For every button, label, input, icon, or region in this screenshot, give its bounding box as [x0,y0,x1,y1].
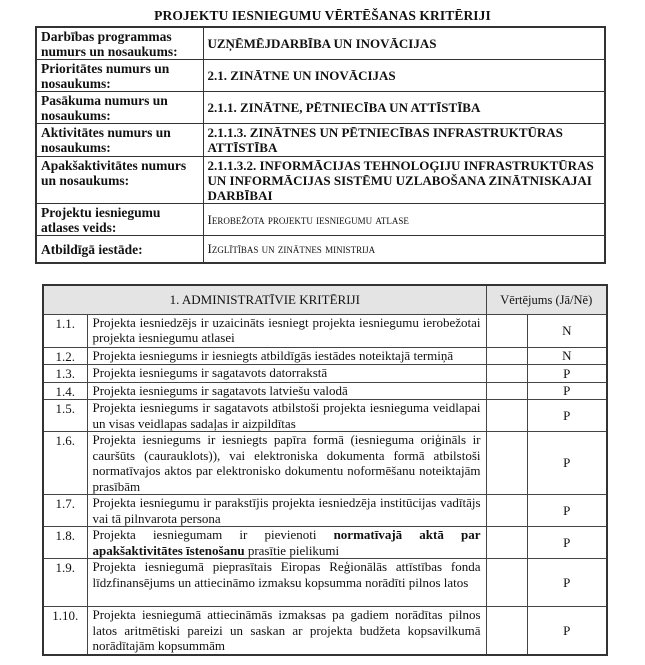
criterion-text: Projekta iesniegums ir sagatavots latviešu valodā [87,382,486,400]
info-value: 2.1.1.3.2. INFORMĀCIJAS TEHNOLOĢIJU INFRASTRUKTŪRAS UN INFORMĀCIJAS SISTĒMU UZLABOŠANA ZINĀTNISKAJAI DARBĪBAI [203,157,605,204]
criterion-score: P [527,527,607,559]
criterion-text-bold-part: normatīvajā aktā par apakšaktivitātes īstenošanu [92,527,481,558]
criterion-text: Projekta iesniegumā attiecināmās izmaksas pa gadiem norādītas pilnos latos aritmētiski pareizi un saskan ar projekta budžeta kopsavilkumā norādītajām kopsummām [87,607,486,655]
criteria-row [43,365,607,383]
criterion-empty-cell [486,495,527,527]
criterion-empty-cell [486,365,527,383]
criterion-number: 1.7. [43,495,87,527]
info-row-measure [36,92,605,124]
criterion-text: Projekta iesniegums ir iesniegts atbildīgās iestādes noteiktajā termiņā [87,347,486,365]
score-column-header: Vērtējums (Jā/Nē) [486,285,607,314]
criterion-empty-cell [486,432,527,495]
info-value: 2.1. ZINĀTNE UN INOVĀCIJAS [203,60,605,92]
criterion-score: P [527,559,607,607]
criteria-row [43,347,607,365]
criterion-score: P [527,365,607,383]
criterion-empty-cell [486,382,527,400]
criterion-empty-cell [486,347,527,365]
criterion-score: P [527,382,607,400]
info-row-subactivity [36,157,605,204]
info-value: UZŅĒMĒJDARBĪBA UN INOVĀCIJAS [203,27,605,60]
section-title: 1. ADMINISTRATĪVIE KRITĒRIJI [43,285,486,314]
criterion-number: 1.1. [43,314,87,347]
info-value: 2.1.1. ZINĀTNE, PĒTNIECĪBA UN ATTĪSTĪBA [203,92,605,124]
criterion-text: Projekta iesniegums ir sagatavots datorrakstā [87,365,486,383]
criterion-score: N [527,314,607,347]
criterion-score: P [527,495,607,527]
info-value: Ierobežota projektu iesniegumu atlase [203,204,605,236]
criterion-number: 1.4. [43,382,87,400]
criterion-score: P [527,432,607,495]
info-label: Pasākuma numurs un nosaukums: [36,92,203,124]
criterion-empty-cell [486,607,527,655]
info-label: Aktivitātes numurs un nosaukums: [36,124,203,157]
criterion-empty-cell [486,527,527,559]
criteria-table [42,284,608,656]
criterion-empty-cell [486,314,527,347]
criterion-empty-cell [486,559,527,607]
info-label: Darbības programmas numurs un nosaukums: [36,27,203,60]
criteria-row [43,527,607,559]
criterion-score: P [527,400,607,432]
criterion-score: P [527,607,607,655]
criterion-number: 1.6. [43,432,87,495]
criterion-text: Projekta iesniegumā pieprasītais Eiropas Reģionālās attīstības fonda līdzfinansējums un attiecināmo izmaksu kopsumma norādīti pilnos latos [87,559,486,607]
criterion-number: 1.3. [43,365,87,383]
criterion-text: Projekta iesniegums ir sagatavots atbilstoši projekta iesnieguma veidlapai un visas veidlapas sadaļas ir aizpildītas [87,400,486,432]
criterion-empty-cell [486,400,527,432]
info-label: Apakšaktivitātes numurs un nosaukums: [36,157,203,204]
criterion-score: N [527,347,607,365]
info-value: 2.1.1.3. ZINĀTNES UN PĒTNIECĪBAS INFRASTRUKTŪRAS ATTĪSTĪBA [203,124,605,157]
info-label: Projektu iesniegumu atlases veids: [36,204,203,236]
info-row-activity [36,124,605,157]
info-value: Izglītības un zinātnes ministrija [203,236,605,263]
criteria-row [43,559,607,607]
criterion-text: Projekta iesniedzējs ir uzaicināts iesniegt projekta iesniegumu ierobežotai projekta iesniegumu atlasei [87,314,486,347]
info-row-selection-type [36,204,605,236]
criteria-row [43,400,607,432]
criteria-row [43,382,607,400]
criterion-text-part: prasītie pielikumi [244,542,340,558]
criterion-text: Projekta iesniegumu ir parakstījis projekta iesniedzēja institūcijas vadītājs vai tā pilnvarota persona [87,495,486,527]
criteria-header-row [43,285,607,314]
project-info-table [35,26,606,264]
criteria-row [43,314,607,347]
criterion-text: Projekta iesniegums ir iesniegts papīra formā (iesnieguma oriģināls ir cauršūts (caurauklots)), vai elektroniska dokumenta formā atbilstoši normatīvajos aktos par elektronisko dokumentu noformēšanu noteiktajām prasībām [87,432,486,495]
criterion-number: 1.5. [43,400,87,432]
criterion-text-part: Projekta iesniegumam ir pievienoti [92,527,334,542]
criterion-number: 1.10. [43,607,87,655]
criteria-row [43,432,607,495]
criteria-row [43,607,607,655]
info-row-program [36,27,605,60]
document-title: PROJEKTU IESNIEGUMU VĒRTĒŠANAS KRITĒRIJI [154,8,491,23]
criterion-number: 1.9. [43,559,87,607]
criterion-number: 1.8. [43,527,87,559]
criteria-row [43,495,607,527]
info-row-priority [36,60,605,92]
criterion-number: 1.2. [43,347,87,365]
info-label: Prioritātes numurs un nosaukums: [36,60,203,92]
criterion-text [87,527,486,559]
info-row-responsible-institution [36,236,605,263]
info-label: Atbildīgā iestāde: [36,236,203,263]
